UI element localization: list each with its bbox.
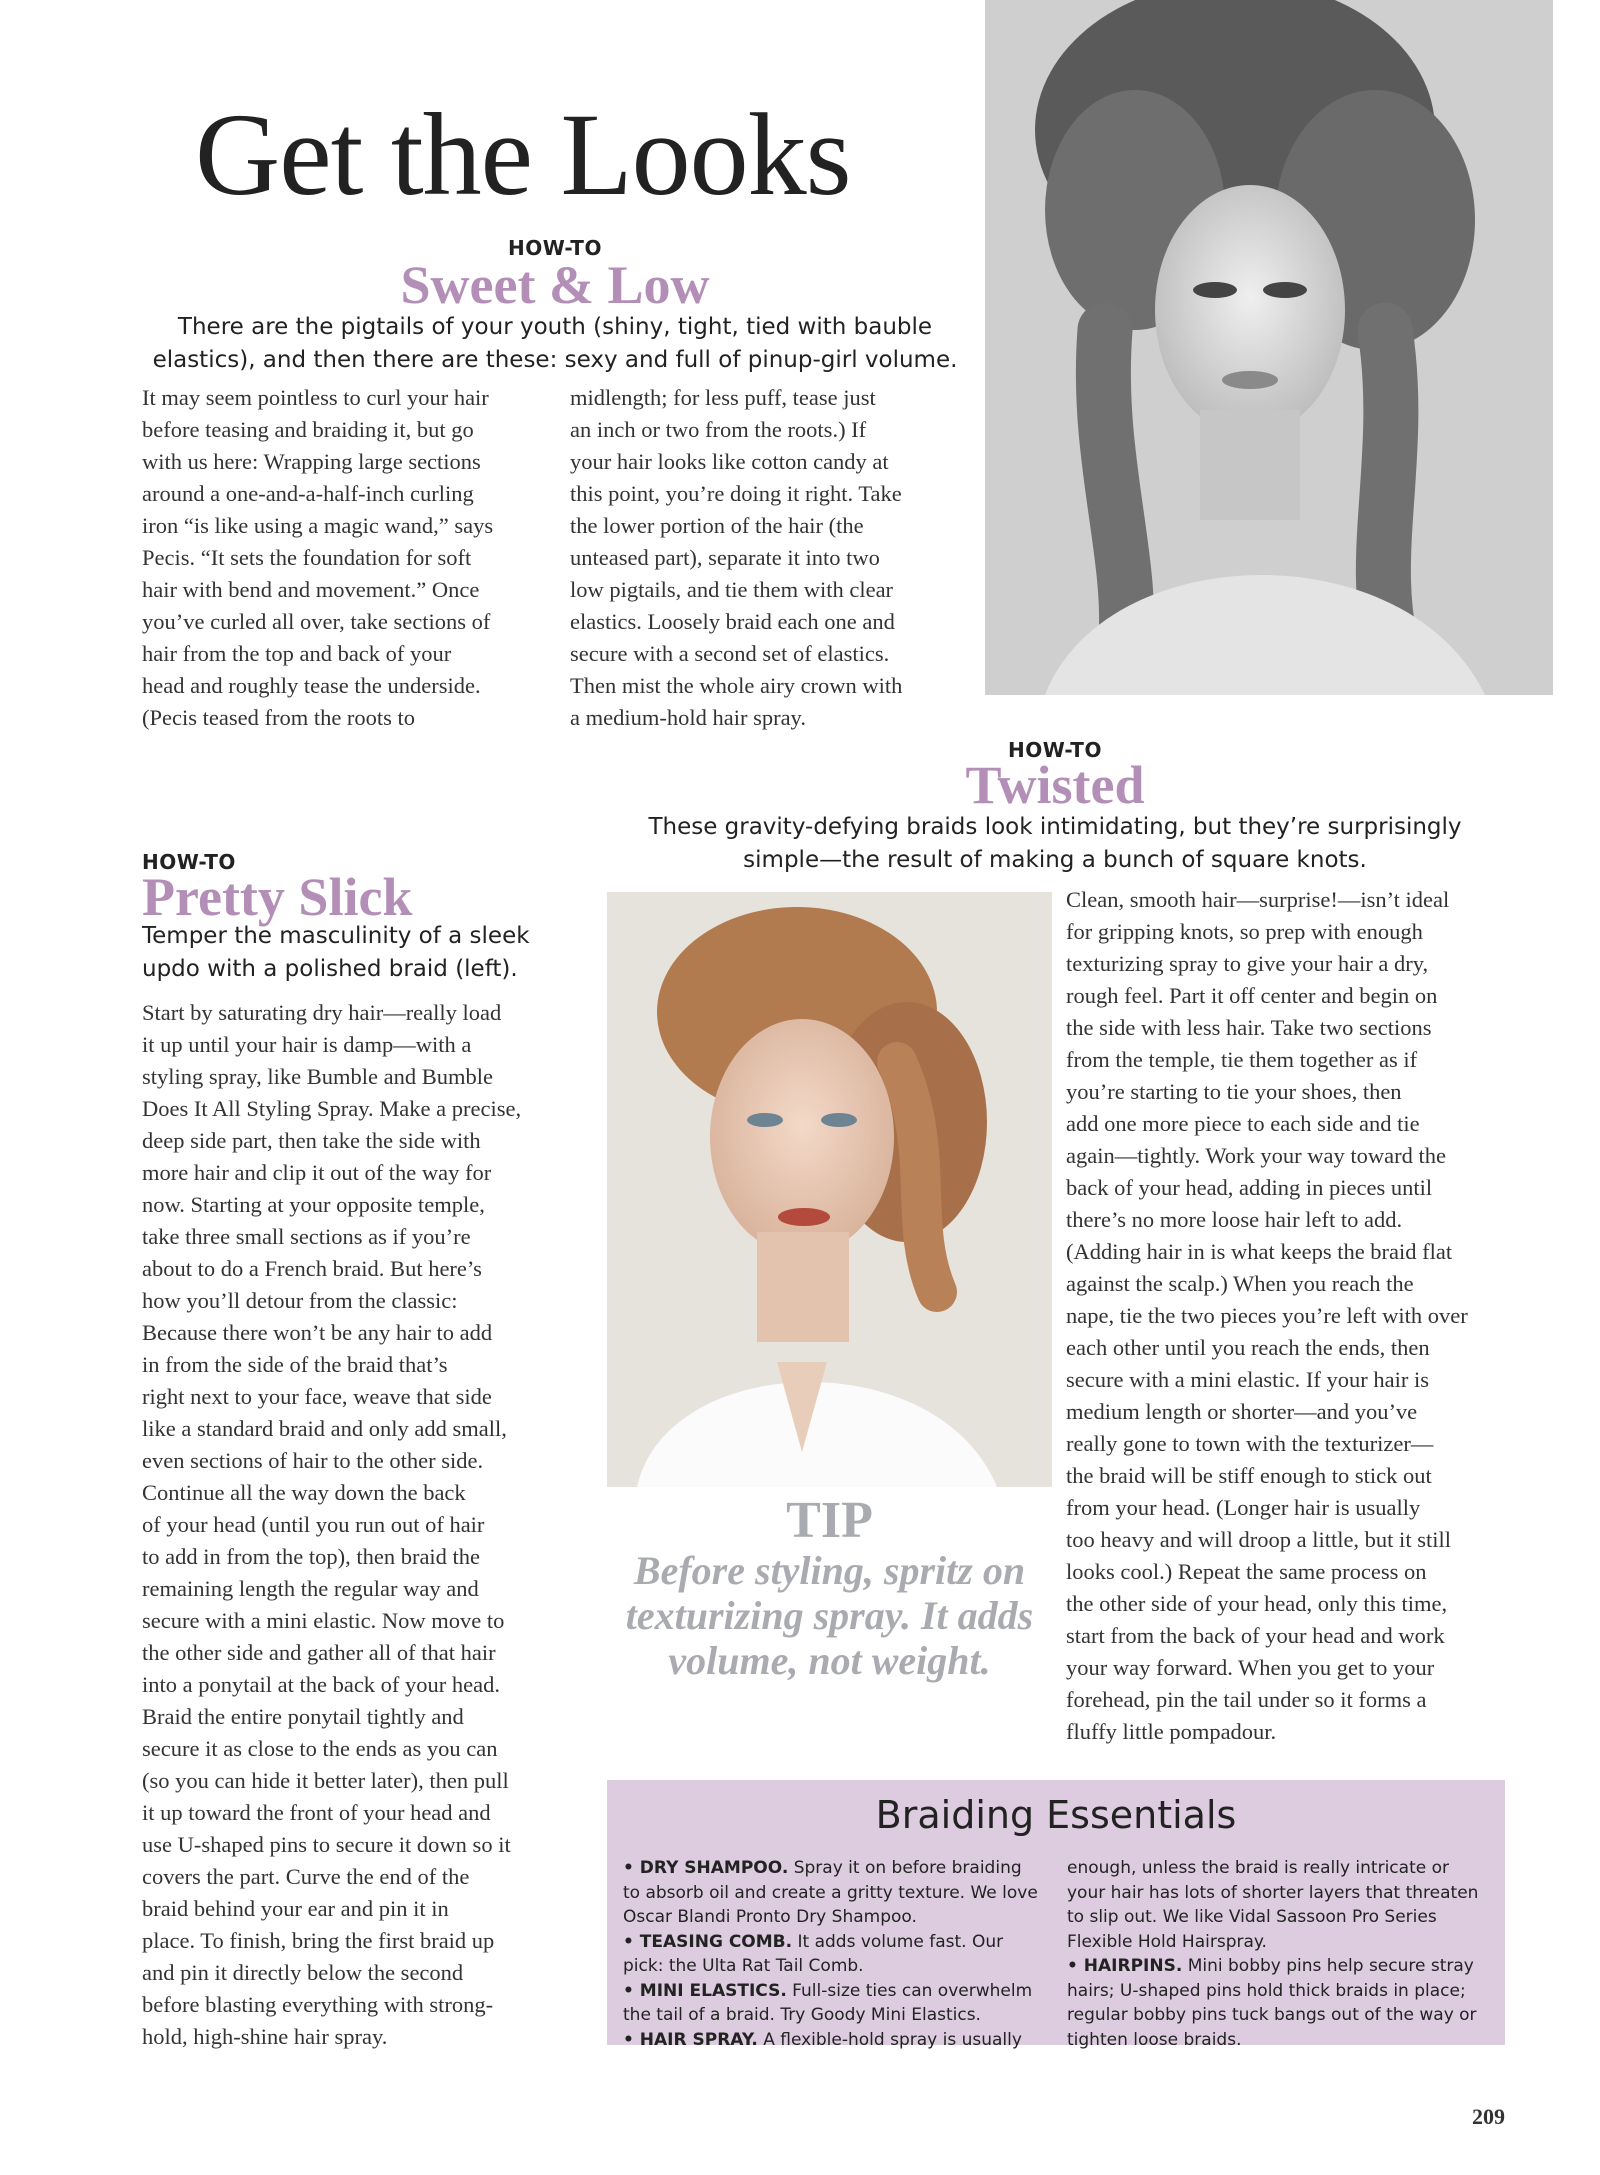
sweet-low-column-2: midlength; for less puff, tease just an inch or two from the roots.) If your hair looks like cotton candy at this point, you’re doing it right. Take the lower portion of the hair (the unteased part), separate it into two low pigtails, and tie them with clear elastics. Loosely braid each one and secure with a second set of elastics. Then mist the whole airy crown with a medium-hold hair spray. <box>570 385 903 730</box>
essentials-column-2 <box>1067 1856 1492 2052</box>
tip-label: TIP <box>786 1492 873 1549</box>
twisted-body: Clean, smooth hair—surprise!—isn’t ideal for gripping knots, so prep with enough texturizing spray to give your hair a dry, rough feel. Part it off center and begin on the side with less hair. Take two sections from the temple, tie them together as if you’re starting to tie your shoes, then add one more piece to each side and tie again—tightly. Work your way toward the back of your head, adding in pieces until there’s no more loose hair left to add. (Adding hair in is what keeps the braid flat against the scalp.) When you reach the nape, tie the two pieces you’re left with over each other until you reach the ends, then secure with a mini elastic. If your hair is medium length or shorter—and you’ve really gone to town with the texturizer— the braid will be stiff enough to stick out from your head. (Longer hair is usually too heavy and will droop a little, but it still looks cool.) Repeat the same process on the other side of your head, only this time, start from the back of your head and work your way forward. When you get to your forehead, pin the tail under so it forms a fluffy little pompadour. <box>1066 887 1468 1744</box>
essentials-item-hairpins: • HAIRPINS. Mini bobby pins help secure stray hairs; U-shaped pins hold thick braids in place; regular bobby pins tuck bangs out of the way or tighten loose braids. <box>1067 1956 1477 2050</box>
pretty-slick-kicker: HOW-TO <box>142 850 236 874</box>
essentials-item-mini-elastics: • MINI ELASTICS. Full-size ties can overwhelm the tail of a braid. Try Goody Mini Elastics. <box>623 1980 1033 2025</box>
page-title: Get the Looks <box>195 89 851 220</box>
sweet-low-dek: There are the pigtails of your youth (shiny, tight, tied with bauble elastics), and then there are these: sexy and full of pinup-girl volume. <box>152 314 958 373</box>
sweet-low-column-1: It may seem pointless to curl your hair before teasing and braiding it, but go with us here: Wrapping large sections around a one-and-a-half-inch curling iron “is like using a magic wand,” says Pecis. “It sets the foundation for soft hair with bend and movement.” Once you’ve curled all over, take sections of hair from the top and back of your head and roughly tease the underside. (Pecis teased from the roots to <box>142 385 494 730</box>
twisted-heading: Twisted <box>965 755 1145 815</box>
twisted-kicker: HOW-TO <box>1008 738 1102 762</box>
braiding-essentials-title: Braiding Essentials <box>875 1793 1237 1837</box>
essentials-column-1 <box>623 1856 1043 2052</box>
sweet-low-heading: Sweet & Low <box>400 255 710 315</box>
braiding-essentials-box <box>607 1780 1505 2050</box>
essentials-item-teasing-comb: • TEASING COMB. It adds volume fast. Our pick: the Ulta Rat Tail Comb. <box>623 1931 1004 1976</box>
pretty-slick-dek: Temper the masculinity of a sleek updo with a polished braid (left). <box>142 923 530 982</box>
essentials-item-hair-spray-continued: enough, unless the braid is really intricate or your hair has lots of shorter layers that threaten to slip out. We like Vidal Sassoon Pro Series Flexible Hold Hairspray. <box>1067 1858 1479 1952</box>
pretty-slick-body: Start by saturating dry hair—really load it up until your hair is damp—with a styling spray, like Bumble and Bumble Does It All Styling Spray. Make a precise, deep side part, then take the side with more hair and clip it out of the way for now. Starting at your opposite temple, take three small sections as if you’re about to do a French braid. But here’s how you’ll detour from the classic: Because there won’t be any hair to add in from the side of the braid that’s right next to your face, weave that side like a standard braid and only add small, even sections of hair to the other side. Continue all the way down the back of your head (until you run out of hair to add in from the top), then braid the remaining length the regular way and secure with a mini elastic. Now move to the other side and gather all of that hair into a ponytail at the back of your head. Braid the entire ponytail tightly and secure it as close to the ends as you can (so you can hide it better later), then pull it up toward the front of your head and use U-shaped pins to secure it down so it covers the part. Curve the end of the braid behind your ear and pin it in place. To finish, bring the first braid up and pin it directly below the second before blasting everything with strong- hold, high-shine hair spray. <box>142 1000 522 2049</box>
tip-text: Before styling, spritz on texturizing spray. It adds volume, not weight. <box>625 1548 1034 1683</box>
twisted-braid-model-photo <box>607 892 1052 1487</box>
page-number: 209 <box>1472 2104 1505 2129</box>
essentials-item-hair-spray: • HAIR SPRAY. A flexible-hold spray is usually <box>623 2029 1022 2050</box>
essentials-item-dry-shampoo: • DRY SHAMPOO. Spray it on before braiding to absorb oil and create a gritty texture. We love Oscar Blandi Pronto Dry Shampoo. <box>623 1858 1038 1927</box>
pretty-slick-heading: Pretty Slick <box>142 867 413 927</box>
pigtails-model-photo <box>985 0 1553 695</box>
twisted-dek: These gravity-defying braids look intimidating, but they’re surprisingly simple—the result of making a bunch of square knots. <box>648 814 1462 873</box>
sweet-low-kicker: HOW-TO <box>508 236 602 260</box>
